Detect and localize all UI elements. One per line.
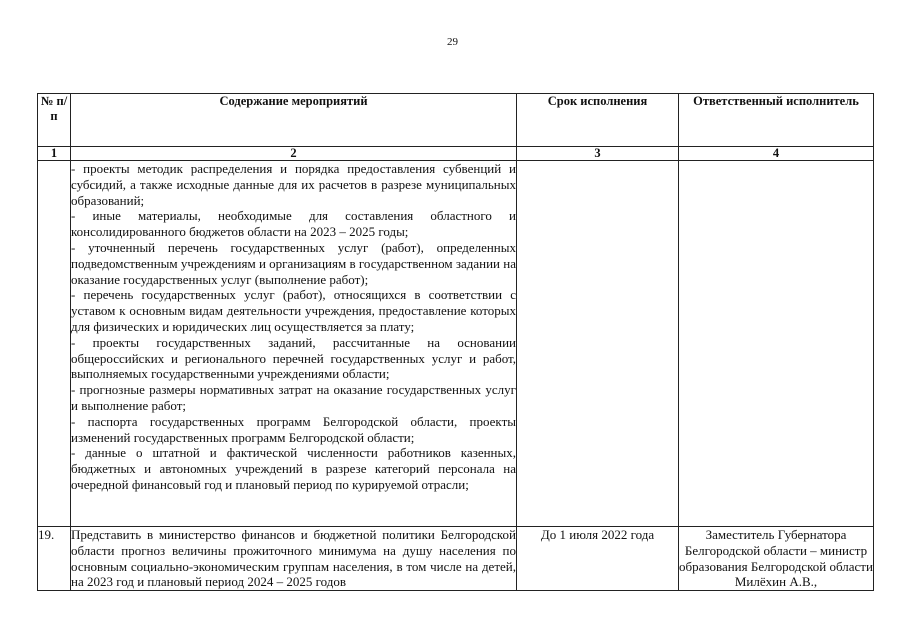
list-item: - данные о штатной и фактической численности работников казенных, бюджетных и автономных учреждений в разрезе категорий персонала на очередной финансовый год и плановый период по курируемой отрасли; bbox=[71, 445, 516, 492]
list-item: - паспорта государственных программ Белгородской области, проекты изменений государственных программ Белгородской области; bbox=[71, 413, 516, 445]
list-item: - иные материалы, необходимые для составления областного и консолидированного бюджетов области на 2023 – 2025 годы; bbox=[71, 208, 516, 240]
header-responsible: Ответственный исполнитель bbox=[679, 94, 874, 147]
column-number: 1 bbox=[38, 147, 71, 161]
header-deadline: Срок исполнения bbox=[517, 94, 679, 147]
header-number: № п/п bbox=[38, 94, 71, 147]
list-item: - уточненный перечень государственных услуг (работ), определенных подведомственным учреждениям и организациям в государственном задании на оказание государственных услуг (выполнение работ); bbox=[71, 239, 516, 287]
column-number: 3 bbox=[517, 147, 679, 161]
table-row bbox=[38, 527, 874, 591]
column-number: 4 bbox=[679, 147, 874, 161]
list-item: - перечень государственных услуг (работ), относящихся в соответствии с уставом к основным видам деятельности учреждения, предоставление которых для физических и юридических лиц осуществляется за плату; bbox=[71, 287, 516, 334]
page-number: 29 bbox=[447, 36, 458, 48]
row-number: 19. bbox=[38, 527, 71, 591]
row-number-cell bbox=[38, 161, 71, 527]
list-item: - проекты методик распределения и порядка предоставления субвенций и субсидий, а также исходные данные для их расчетов в разрезе муниципальных образований; bbox=[71, 161, 516, 208]
list-item: - прогнозные размеры нормативных затрат на оказание государственных услуг и выполнение работ; bbox=[71, 382, 516, 413]
header-row bbox=[38, 94, 874, 147]
header-content: Содержание мероприятий bbox=[71, 94, 517, 147]
column-number: 2 bbox=[71, 147, 517, 161]
column-number-row bbox=[38, 147, 874, 161]
row-responsible: Заместитель Губернатора Белгородской области – министр образования Белгородской области Милёхин А.В., bbox=[679, 527, 873, 590]
row-content-cell bbox=[71, 161, 517, 527]
row-deadline-cell bbox=[517, 161, 679, 527]
row-responsible-cell bbox=[679, 161, 874, 527]
row-deadline: До 1 июля 2022 года bbox=[517, 527, 679, 591]
table-row bbox=[38, 161, 874, 527]
list-item: - проекты государственных заданий, рассчитанные на основании общероссийских и регионального перечней государственных услуг и работ, выполняемых государственными учреждениями области; bbox=[71, 334, 516, 382]
plan-table bbox=[37, 93, 874, 591]
row-content: Представить в министерство финансов и бюджетной политики Белгородской области прогноз величины прожиточного минимума на душу населения по основным социально-экономическим группам населения, в том числе на детей, на 2023 год и плановый период 2024 – 2025 годов bbox=[71, 527, 516, 590]
